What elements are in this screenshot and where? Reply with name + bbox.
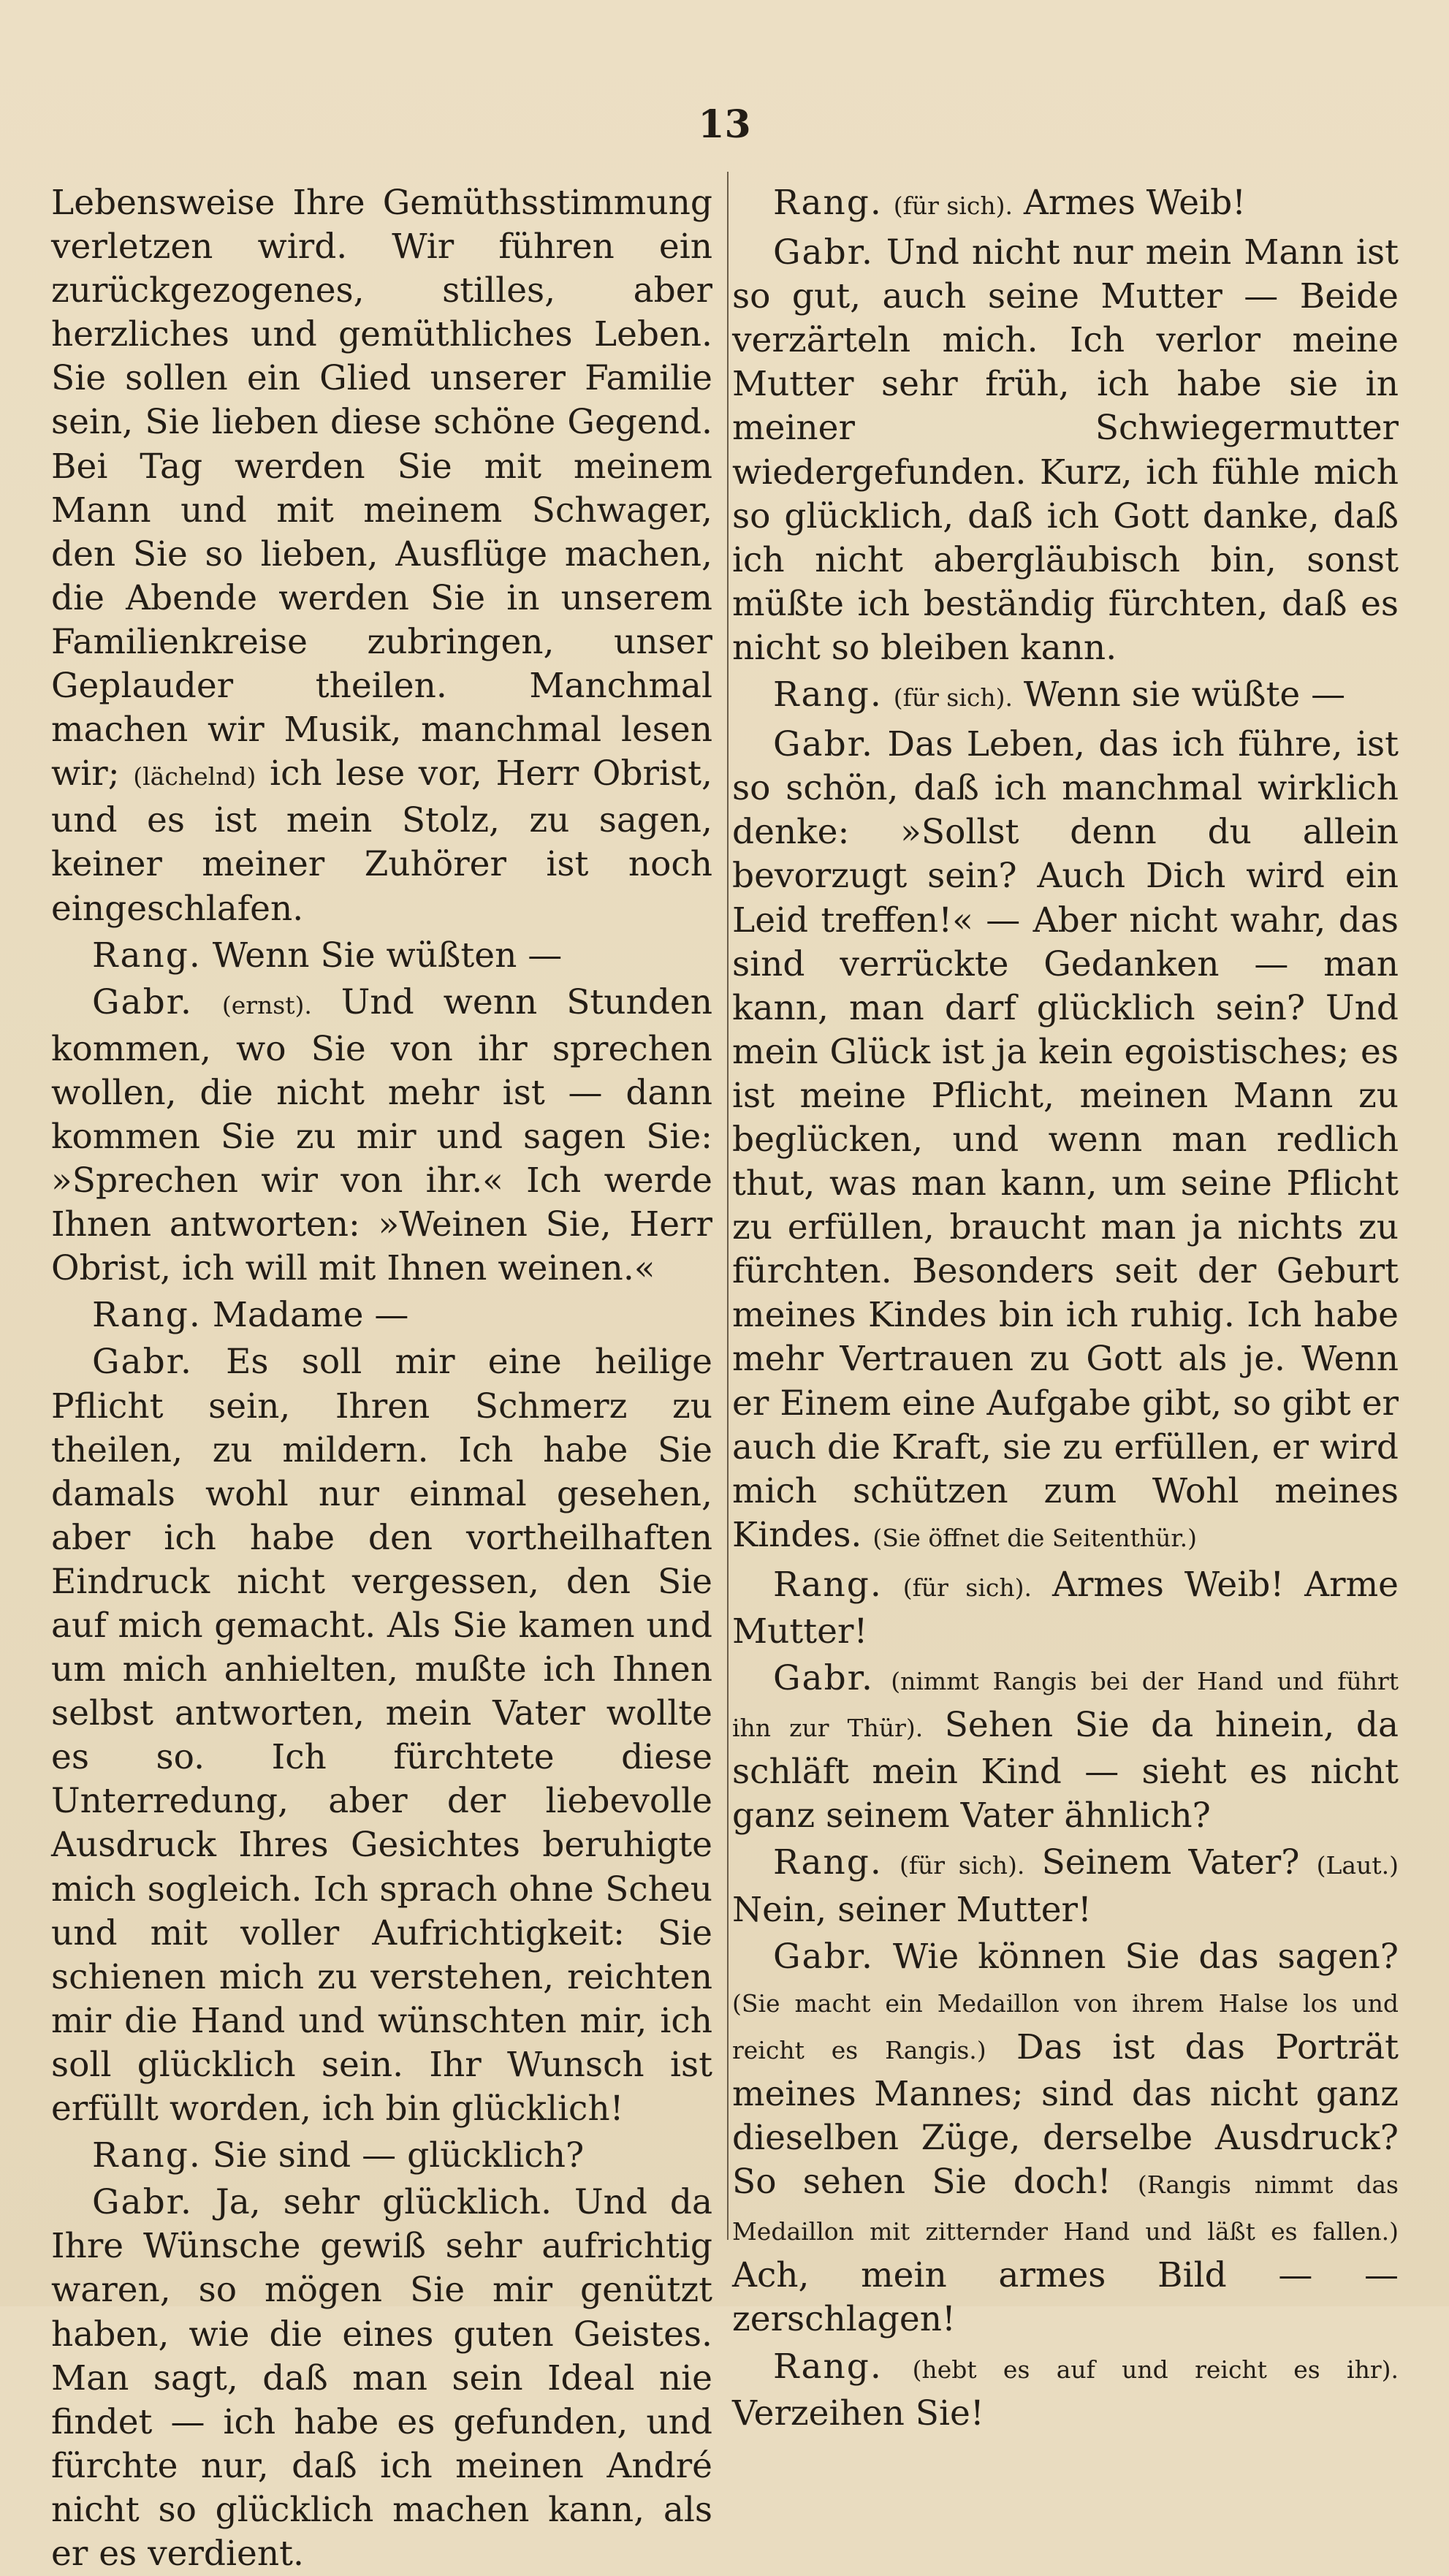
speech-line xyxy=(51,1340,712,2131)
stage-direction: (ernst). xyxy=(221,990,312,1019)
speech-line xyxy=(732,1841,1399,1931)
speech-line xyxy=(732,2345,1399,2436)
stage-direction: (nimmt Rangis bei der Hand und führt ihn zur Thür). xyxy=(732,1667,1399,1743)
speaker-name: Rang. xyxy=(773,675,883,715)
speech-text: Ja, sehr glücklich. Und da Ihre Wünsche gewiß sehr aufrichtig waren, so mögen Sie mir genützt haben, wie die eines guten Geistes. Man sagt, daß man sein Ideal nie findet — ich habe es gefunden, und fürchte nur, daß ich meinen André nicht so glücklich machen kann, als er es verdient. xyxy=(51,2182,712,2574)
stage-direction: (für sich). xyxy=(899,1851,1025,1880)
paragraph-text: Lebensweise Ihre Gemüthsstimmung verletzen wird. Wir führen ein zurückgezogenes, stilles, aber herzliches und gemüthliches Leben. Sie sollen ein Glied unserer Familie sein, Sie lieben diese schöne Gegend. Bei Tag werden Sie mit meinem Mann und mit meinem Schwager, den Sie so lieben, Ausflüge machen, die Abende werden Sie in unserem Familienkreise zubringen, unser Geplauder theilen. Manchmal machen wir Musik, manchmal lesen wir; xyxy=(51,183,712,794)
paragraph-text: ich lese vor, Herr Obrist, und es ist mein Stolz, zu sagen, keiner meiner Zuhörer ist noch eingeschlafen. xyxy=(51,753,712,929)
speech-text: Madame — xyxy=(212,1295,409,1336)
speech-text: Wenn sie wüßte — xyxy=(1023,675,1346,715)
stage-direction: (für sich). xyxy=(893,191,1013,220)
column-divider xyxy=(727,172,729,2240)
speaker-name: Rang. xyxy=(92,2135,202,2176)
speech-line xyxy=(732,1563,1399,1654)
speech-text: Armes Weib! xyxy=(1023,183,1247,223)
speech-line xyxy=(51,1293,712,1337)
speaker-name: Rang. xyxy=(773,1842,883,1883)
speech-line xyxy=(51,2134,712,2178)
speech-text: Sehen Sie da hinein, da schläft mein Kind — sieht es nicht ganz seinem Vater ähnlich? xyxy=(732,1705,1399,1836)
speech-line xyxy=(51,981,712,1291)
speaker-name: Gabr. xyxy=(92,2182,193,2223)
speaker-name: Rang. xyxy=(773,183,883,223)
speech-line xyxy=(732,181,1399,228)
speaker-name: Rang. xyxy=(92,1295,202,1336)
continuation-paragraph xyxy=(51,181,712,931)
speaker-name: Gabr. xyxy=(773,1936,874,1977)
speech-text: Und nicht nur mein Mann ist so gut, auch seine Mutter — Beide verzärteln mich. Ich verlor meine Mutter sehr früh, ich habe sie in meiner Schwiegermutter wiedergefunden. Kurz, ich fühle mich so glücklich, daß ich Gott danke, daß ich nicht abergläubisch bin, sonst müßte ich beständig fürchten, daß es nicht so bleiben kann. xyxy=(732,232,1399,668)
stage-direction: (lächelnd) xyxy=(133,762,256,791)
speech-line xyxy=(51,2181,712,2576)
speech-text: Und wenn Stunden kommen, wo Sie von ihr sprechen wollen, die nicht mehr ist — dann kommen Sie zu mir und sagen Sie: »Sprechen wir von ihr.« Ich werde Ihnen antworten: »Weinen Sie, Herr Obrist, ich will mit Ihnen weinen.« xyxy=(51,981,712,1289)
speaker-name: Gabr. xyxy=(773,1658,874,1699)
speaker-name: Gabr. xyxy=(92,1342,193,1383)
speech-text: Nein, seiner Mutter! xyxy=(732,1889,1092,1930)
speaker-name: Rang. xyxy=(773,1564,883,1605)
speaker-name: Gabr. xyxy=(773,724,874,765)
stage-direction: (Rangis nimmt das Medaillon mit zitternder Hand und läßt es fallen.) xyxy=(732,2170,1399,2246)
speaker-name: Gabr. xyxy=(92,981,193,1022)
speech-text: Ach, mein armes Bild — — zerschlagen! xyxy=(732,2255,1399,2340)
speech-line xyxy=(51,934,712,978)
speech-text: Seinem Vater? xyxy=(1041,1842,1300,1883)
speaker-name: Gabr. xyxy=(773,232,874,273)
speech-line xyxy=(732,231,1399,670)
speaker-name: Rang. xyxy=(92,935,202,976)
stage-direction: (hebt es auf und reicht es ihr). xyxy=(912,2355,1399,2384)
stage-direction: (Sie macht ein Medaillon von ihrem Halse los und reicht es Rangis.) xyxy=(732,1988,1399,2064)
speech-text: Wie können Sie das sagen? xyxy=(892,1936,1399,1977)
page-number: 13 xyxy=(698,102,751,147)
speech-line xyxy=(732,1935,1399,2342)
stage-direction: (für sich). xyxy=(893,683,1013,713)
speaker-name: Rang. xyxy=(773,2346,883,2387)
speech-text: Sie sind — glücklich? xyxy=(212,2135,585,2176)
stage-direction: (Sie öffnet die Seitenthür.) xyxy=(872,1523,1197,1552)
speech-line xyxy=(732,1657,1399,1838)
stage-direction: (Laut.) xyxy=(1316,1851,1399,1880)
speech-text: Das ist das Porträt meines Mannes; sind das nicht ganz dieselben Züge, derselbe Ausdruck? So sehen Sie doch! xyxy=(732,2026,1399,2203)
left-column xyxy=(51,181,712,2576)
stage-direction: (für sich). xyxy=(902,1573,1032,1602)
right-column xyxy=(732,181,1399,2436)
speech-line xyxy=(732,723,1399,1560)
speech-text: Wenn Sie wüßten — xyxy=(212,935,563,976)
speech-text: Verzeihen Sie! xyxy=(732,2393,984,2433)
speech-text: Das Leben, das ich führe, ist so schön, daß ich manchmal wirklich denke: »Sollst denn du allein bevorzugt sein? Auch Dich wird ein Leid treffen!« — Aber nicht wahr, das sind verrückte Gedanken — man kann, man darf glücklich sein? Und mein Glück ist ja kein egoistisches; es ist meine Pflicht, meinen Mann zu beglücken, und wenn man redlich thut, was man kann, um seine Pflicht zu erfüllen, braucht man ja nichts zu fürchten. Besonders seit der Geburt meines Kindes bin ich ruhig. Ich habe mehr Vertrauen zu Gott als je. Wenn er Einem eine Aufgabe gibt, so gibt er auch die Kraft, sie zu erfüllen, er wird mich schützen zum Wohl meines Kindes. xyxy=(732,724,1399,1555)
speech-line xyxy=(732,673,1399,720)
speech-text: Es soll mir eine heilige Pflicht sein, Ihren Schmerz zu theilen, zu mildern. Ich habe Sie damals wohl nur einmal gesehen, aber ich habe den vortheilhaften Eindruck nicht vergessen, den Sie auf mich gemacht. Als Sie kamen und um mich anhielten, mußte ich Ihnen selbst antworten, mein Vater wollte es so. Ich fürchtete diese Unterredung, aber der liebevolle Ausdruck Ihres Gesichtes beruhigte mich sogleich. Ich sprach ohne Scheu und mit voller Aufrichtigkeit: Sie schienen mich zu verstehen, reichten mir die Hand und wünschten mir, ich soll glücklich sein. Ihr Wunsch ist erfüllt worden, ich bin glücklich! xyxy=(51,1342,712,2129)
speech-text: Armes Weib! Arme Mutter! xyxy=(732,1564,1399,1652)
